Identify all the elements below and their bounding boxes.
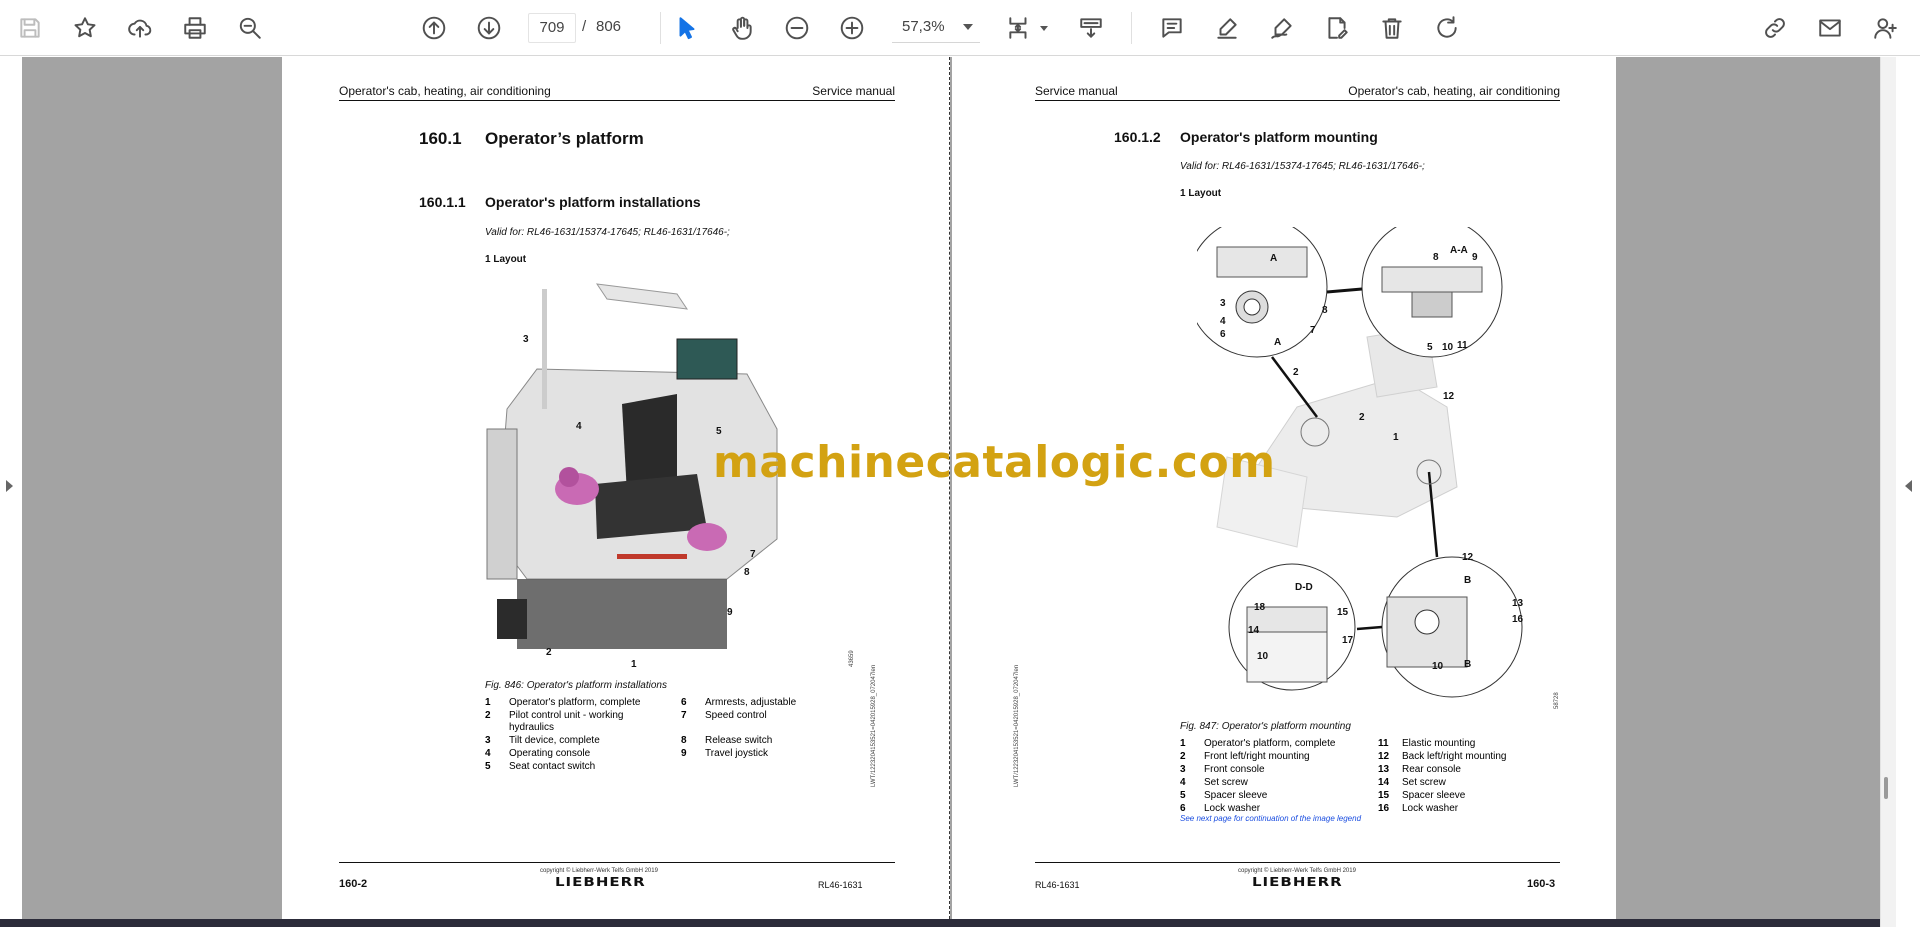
legend-item: 1 Operator's platform, complete (1180, 738, 1336, 749)
section-number: 160.1 (419, 129, 462, 148)
hand-tool-icon[interactable] (724, 10, 760, 46)
legend-list-left (1180, 738, 1370, 816)
callout-label: 10 (1442, 342, 1454, 353)
save-icon[interactable] (12, 10, 48, 46)
share-link-icon[interactable] (1757, 10, 1793, 46)
legend-item: 12 Back left/right mounting (1378, 751, 1507, 762)
toolbar (0, 0, 1920, 56)
page-separator: / (582, 18, 587, 35)
callout-label: 9 (1472, 252, 1478, 263)
document-code: LWT/1223204153521=042015928_072047len (871, 664, 877, 787)
callout-label: 16 (1512, 614, 1524, 625)
callout-label: 12 (1462, 552, 1474, 563)
toolbar-divider (660, 12, 661, 44)
footer-rule (1035, 862, 1560, 863)
header-rule (339, 100, 895, 101)
print-icon[interactable] (177, 10, 213, 46)
toolbar-divider (1131, 12, 1132, 44)
watermark-text: machinecatalogic.com (713, 437, 1276, 488)
valid-for-text: Valid for: RL46-1631/15374-17645; RL46-1631/17646-; (1180, 161, 1425, 172)
callout-label: 5 (716, 426, 722, 437)
document-viewer[interactable] (0, 57, 1920, 927)
select-cursor-icon[interactable] (669, 10, 705, 46)
callout-label: 5 (1427, 342, 1433, 353)
delete-icon[interactable] (1374, 10, 1410, 46)
legend-item: 13 Rear console (1378, 764, 1461, 775)
legend-item: 4 Operating console (485, 748, 591, 759)
valid-for-text: Valid for: RL46-1631/15374-17645; RL46-1631/17646-; (485, 227, 730, 238)
figure-code: 43659 (849, 650, 855, 667)
section-title: Operator’s platform (485, 129, 644, 148)
vertical-scrollbar[interactable] (1880, 57, 1896, 927)
callout-label: 10 (1432, 661, 1444, 672)
callout-label: 18 (1254, 602, 1266, 613)
legend-item: 5 Spacer sleeve (1180, 790, 1268, 801)
callout-label: 7 (1310, 325, 1316, 336)
header-rule (1035, 100, 1560, 101)
callout-label: 3 (523, 334, 529, 345)
subsection-number: 160.1.2 (1114, 129, 1161, 145)
callout-label: 15 (1337, 607, 1349, 618)
liebherr-logo: LIEBHERR (1252, 874, 1343, 890)
page-header-left: Operator's cab, heating, air conditioning (339, 84, 551, 98)
detail-label: A (1274, 337, 1282, 348)
bookmark-star-icon[interactable] (67, 10, 103, 46)
sign-icon[interactable] (1264, 10, 1300, 46)
footer-model: RL46-1631 (818, 880, 863, 890)
callout-label: 2 (546, 647, 552, 658)
chevron-right-icon[interactable] (6, 480, 13, 492)
subsection-title: Operator's platform mounting (1180, 129, 1378, 145)
legend-list-right (1378, 738, 1568, 816)
legend-item: 6 Lock washer (1180, 803, 1261, 814)
callout-label: 10 (1257, 651, 1269, 662)
rotate-icon[interactable] (1429, 10, 1465, 46)
search-zoom-icon[interactable] (232, 10, 268, 46)
detail-label: B (1464, 659, 1472, 670)
zoom-out-icon[interactable] (779, 10, 815, 46)
chevron-down-icon[interactable] (1040, 26, 1048, 31)
email-icon[interactable] (1812, 10, 1848, 46)
highlight-pen-icon[interactable] (1209, 10, 1245, 46)
legend-item: 15 Spacer sleeve (1378, 790, 1466, 801)
previous-page-icon[interactable] (416, 10, 452, 46)
callout-label: 9 (727, 607, 733, 618)
page-total: 806 (596, 18, 622, 35)
subsection-number: 160.1.1 (419, 194, 466, 210)
legend-item: 11 Elastic mounting (1378, 738, 1476, 749)
page-fit-icon[interactable] (1001, 10, 1037, 46)
legend-item: 6 Armrests, adjustable (681, 697, 797, 708)
callout-label: 11 (1457, 340, 1468, 351)
detail-label: B (1464, 575, 1472, 586)
callout-label: 7 (750, 549, 756, 560)
spread-divider (949, 57, 950, 919)
legend-item: 3 Tilt device, complete (485, 735, 600, 746)
legend-item: 4 Set screw (1180, 777, 1248, 788)
comment-icon[interactable] (1154, 10, 1190, 46)
legend-item: 3 Front console (1180, 764, 1265, 775)
footer-copyright: copyright © Liebherr-Werk Telfs GmbH 2019 (540, 868, 658, 874)
page-header-left: Service manual (1035, 84, 1118, 98)
callout-label: 17 (1342, 635, 1354, 646)
page-header-right: Operator's cab, heating, air conditioning (1348, 84, 1560, 98)
legend-item: 1 Operator's platform, complete (485, 697, 641, 708)
subsection-title: Operator's platform installations (485, 194, 701, 210)
footer-page-number: 160-3 (1527, 878, 1556, 890)
layout-label: 1 Layout (1180, 188, 1222, 199)
callout-label: 14 (1248, 625, 1260, 636)
callout-label: 1 (631, 659, 637, 670)
figure-code: 58728 (1554, 692, 1560, 709)
callout-label: 6 (1220, 329, 1226, 340)
callout-label: 8 (1433, 252, 1439, 263)
mounting-illustration (1197, 227, 1537, 767)
detail-label: A-A (1450, 245, 1468, 256)
callout-label: 4 (576, 421, 582, 432)
chevron-down-icon[interactable] (963, 24, 973, 30)
legend-item: 7 Speed control (681, 710, 767, 721)
layout-label: 1 Layout (485, 254, 527, 265)
scrollbar-thumb[interactable] (1884, 777, 1888, 799)
footer-page-number: 160-2 (339, 878, 368, 890)
legend-list-right (681, 697, 861, 761)
scroll-mode-icon[interactable] (1073, 10, 1109, 46)
document-code: LWT/1223204153521=042015928_072047len (1014, 664, 1020, 787)
legend-list-left (485, 697, 665, 774)
add-user-icon[interactable] (1867, 10, 1903, 46)
page-number-input[interactable]: 709 (528, 13, 576, 43)
zoom-in-icon[interactable] (834, 10, 870, 46)
legend-item: 16 Lock washer (1378, 803, 1459, 814)
callout-label: 3 (1220, 298, 1226, 309)
edit-document-icon[interactable] (1319, 10, 1355, 46)
detail-label: D-D (1295, 582, 1313, 593)
callout-label: 2 (1359, 412, 1365, 423)
liebherr-logo: LIEBHERR (555, 874, 646, 890)
legend-item: 5 Seat contact switch (485, 761, 596, 772)
continuation-link[interactable]: See next page for continuation of the image legend (1180, 814, 1362, 823)
bottom-strip (0, 919, 1880, 927)
figure-caption: Fig. 847: Operator's platform mounting (1180, 721, 1351, 732)
footer-copyright: copyright © Liebherr-Werk Telfs GmbH 2019 (1238, 868, 1356, 874)
callout-label: 8 (1322, 305, 1328, 316)
footer-rule (339, 862, 895, 863)
next-page-icon[interactable] (471, 10, 507, 46)
detail-label: A (1270, 253, 1278, 264)
legend-item: 14 Set screw (1378, 777, 1446, 788)
upload-cloud-icon[interactable] (122, 10, 158, 46)
legend-item: 2 Front left/right mounting (1180, 751, 1310, 762)
chevron-left-icon[interactable] (1905, 480, 1912, 492)
document-page-left (282, 57, 950, 919)
left-panel-toggle[interactable] (0, 57, 22, 927)
legend-item: 9 Travel joystick (681, 748, 768, 759)
callout-label: 13 (1512, 598, 1524, 609)
zoom-level-select[interactable]: 57,3% (892, 13, 980, 43)
callout-label: 4 (1220, 316, 1226, 327)
callout-label: 8 (744, 567, 750, 578)
figure-caption: Fig. 846: Operator's platform installations (485, 680, 667, 691)
callout-label: 1 (1393, 432, 1399, 443)
page-header-right: Service manual (812, 84, 895, 98)
callout-label: 2 (1293, 367, 1299, 378)
document-page-right (952, 57, 1616, 919)
callout-label: 12 (1443, 391, 1455, 402)
footer-model: RL46-1631 (1035, 880, 1080, 890)
legend-item: 2 Pilot control unit - working hydraulics (485, 710, 624, 733)
legend-item: 8 Release switch (681, 735, 773, 746)
